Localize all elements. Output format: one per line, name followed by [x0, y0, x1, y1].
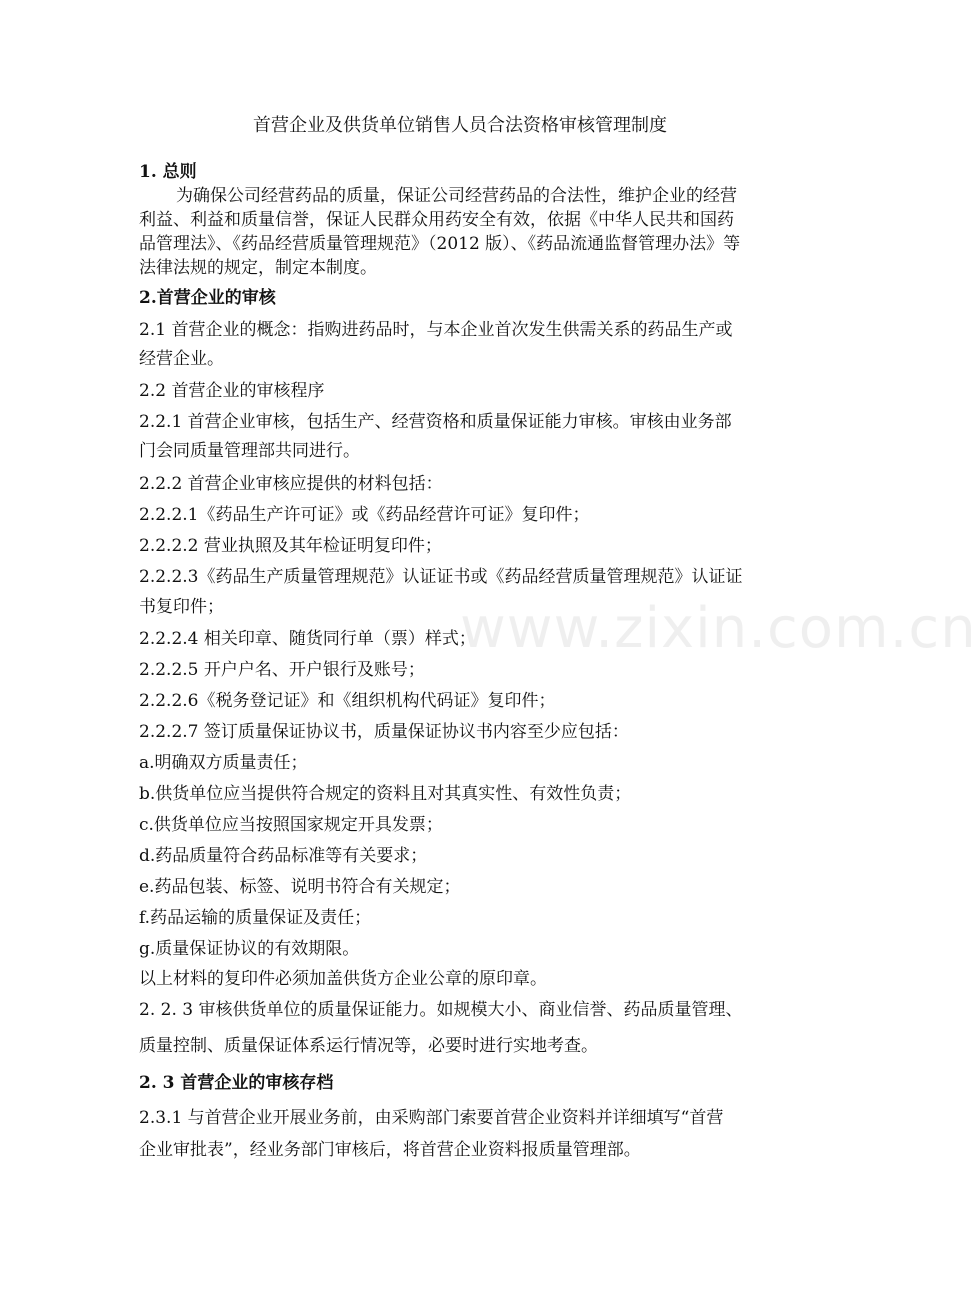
paragraph-line: 品管理法》、《药品经营质量管理规范》（2012 版）、《药品流通监督管理办法》等	[139, 234, 741, 254]
subsection-heading: 2. 3 首营企业的审核存档	[139, 1073, 334, 1093]
paragraph-line: 以上材料的复印件必须加盖供货方企业公章的原印章。	[139, 969, 547, 989]
list-item: a.明确双方质量责任；	[139, 753, 308, 773]
list-item: b.供货单位应当提供符合规定的资料且对其真实性、有效性负责；	[139, 784, 632, 804]
document-title: 首营企业及供货单位销售人员合法资格审核管理制度	[253, 115, 667, 136]
paragraph-line: 门会同质量管理部共同进行。	[139, 441, 360, 461]
paragraph-line: 2.3.1 与首营企业开展业务前，由采购部门索要首营企业资料并详细填写“首营	[139, 1108, 724, 1128]
paragraph-line: 利益、利益和质量信誉，保证人民群众用药安全有效，依据《中华人民共和国药	[139, 210, 734, 230]
list-item: e.药品包装、标签、说明书符合有关规定；	[139, 877, 461, 897]
section-heading: 2.首营企业的审核	[139, 288, 276, 308]
list-item: 2.2.2.7 签订质量保证协议书，质量保证协议书内容至少应包括：	[139, 722, 629, 742]
paragraph-line: 为确保公司经营药品的质量，保证公司经营药品的合法性，维护企业的经营	[176, 186, 737, 206]
list-item: f.药品运输的质量保证及责任；	[139, 908, 372, 928]
paragraph-line: 2.2.2 首营企业审核应提供的材料包括：	[139, 474, 443, 494]
paragraph-line: 法律法规的规定，制定本制度。	[139, 258, 377, 278]
watermark: www.zixin.com.cn	[460, 596, 977, 661]
list-item: 书复印件；	[139, 597, 224, 617]
list-item: g.质量保证协议的有效期限。	[139, 939, 360, 959]
section-heading: 1. 总则	[139, 162, 197, 182]
paragraph-line: 企业审批表”，经业务部门审核后，将首营企业资料报质量管理部。	[139, 1140, 641, 1160]
list-item: 2.2.2.6《税务登记证》和《组织机构代码证》复印件；	[139, 691, 556, 711]
list-item: 2.2.2.5 开户户名、开户银行及账号；	[139, 660, 425, 680]
paragraph-line: 2.2.1 首营企业审核，包括生产、经营资格和质量保证能力审核。审核由业务部	[139, 412, 732, 432]
list-item: 2.2.2.1《药品生产许可证》或《药品经营许可证》复印件；	[139, 505, 590, 525]
paragraph-line: 2.1 首营企业的概念：指购进药品时，与本企业首次发生供需关系的药品生产或	[139, 320, 733, 340]
paragraph-line: 2. 2. 3 审核供货单位的质量保证能力。如规模大小、商业信誉、药品质量管理、	[139, 1000, 743, 1020]
list-item: c.供货单位应当按照国家规定开具发票；	[139, 815, 443, 835]
subsection-heading: 2.2 首营企业的审核程序	[139, 381, 325, 401]
list-item: d.药品质量符合药品标准等有关要求；	[139, 846, 428, 866]
list-item: 2.2.2.3《药品生产质量管理规范》认证证书或《药品经营质量管理规范》认证证	[139, 567, 743, 587]
paragraph-line: 质量控制、质量保证体系运行情况等，必要时进行实地考查。	[139, 1036, 598, 1056]
list-item: 2.2.2.4 相关印章、随货同行单（票）样式；	[139, 629, 476, 649]
paragraph-line: 经营企业。	[139, 349, 224, 369]
list-item: 2.2.2.2 营业执照及其年检证明复印件；	[139, 536, 442, 556]
